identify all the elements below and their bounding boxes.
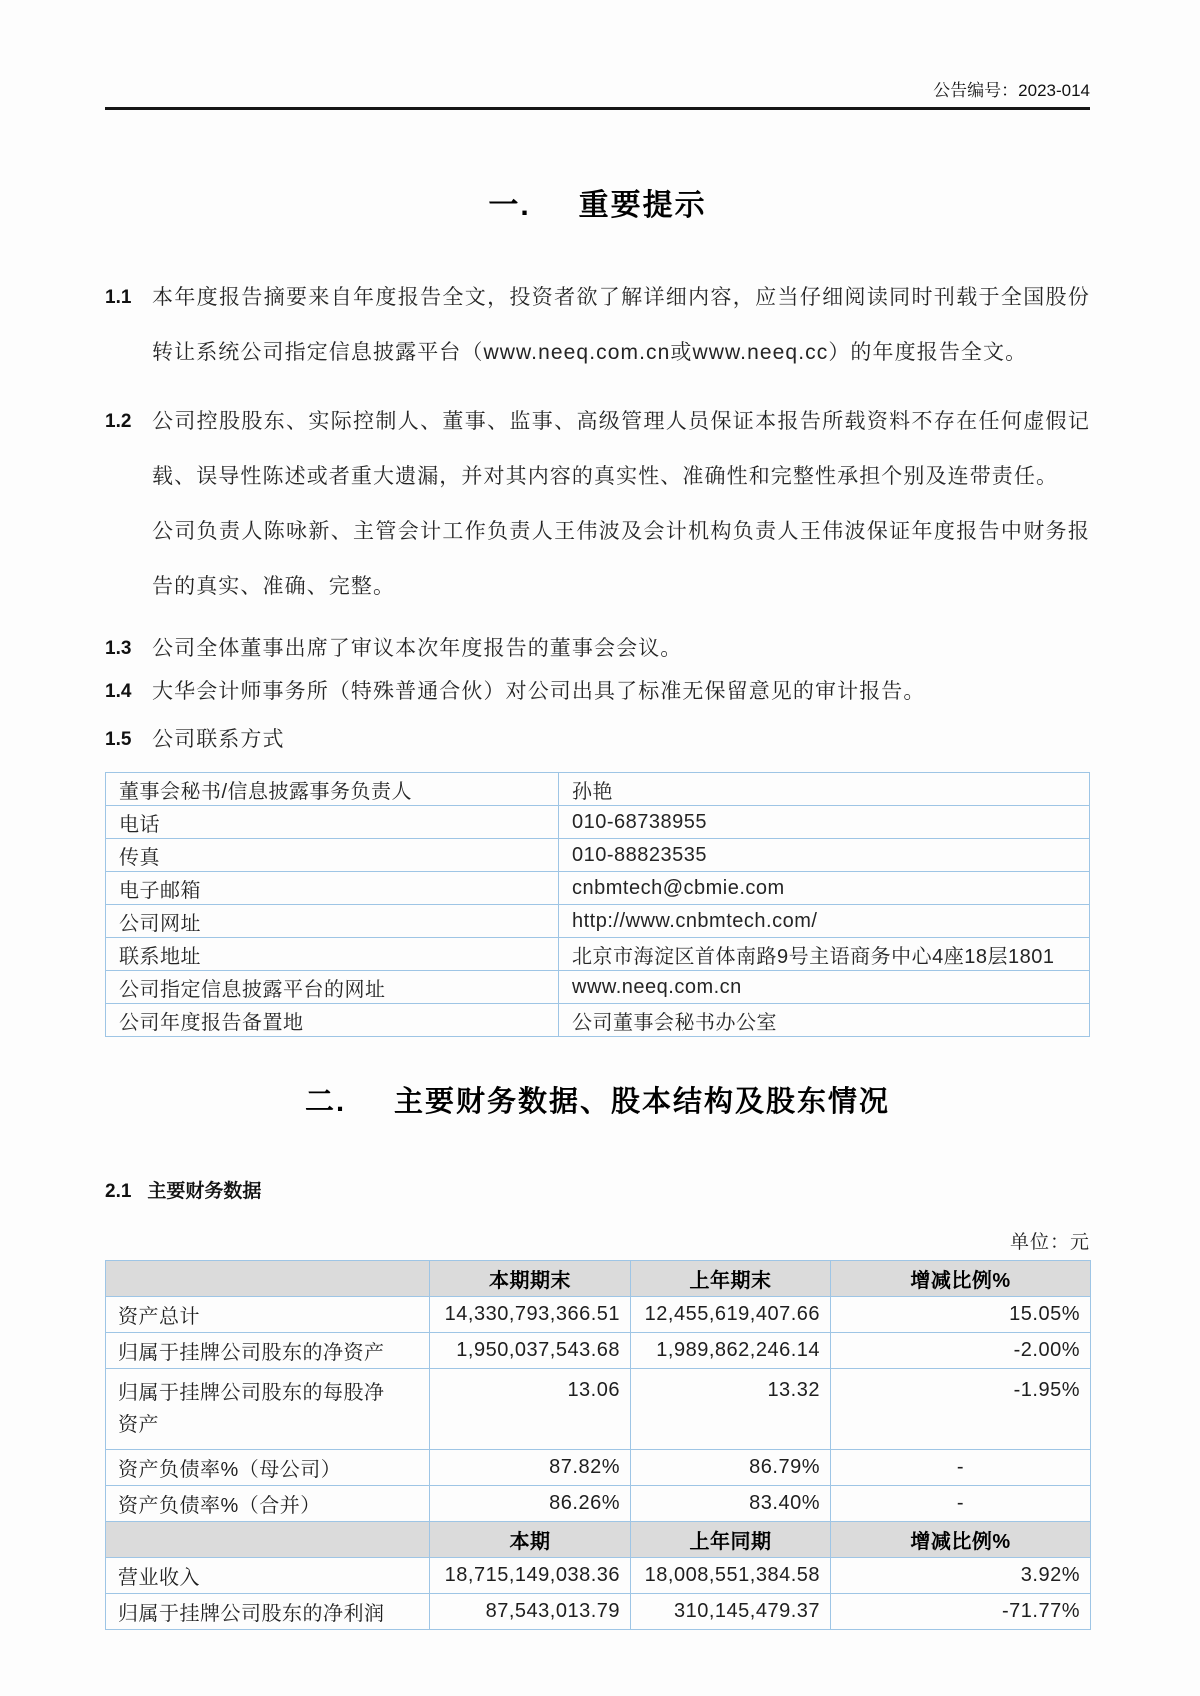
notice-item-1-2: [105, 394, 1090, 614]
fin-prior-value: 1,989,862,246.14: [631, 1333, 831, 1369]
table-row: [106, 1369, 1091, 1450]
fin-change-value: -71.77%: [831, 1594, 1091, 1630]
subsection-2-1-title: [105, 1176, 1090, 1203]
contact-value: 孙艳: [559, 773, 1090, 806]
contact-label: 公司网址: [106, 905, 559, 938]
fin-change-value: -2.00%: [831, 1333, 1091, 1369]
contact-value: http://www.cnbmtech.com/: [559, 905, 1090, 938]
table-row: [106, 1450, 1091, 1486]
fin-current-value: 1,950,037,543.68: [430, 1333, 631, 1369]
contact-label: 电话: [106, 806, 559, 839]
fin-header-current-period-end: 本期期末: [430, 1261, 631, 1297]
fin-label: 营业收入: [106, 1558, 430, 1594]
notice-number: 1.2: [105, 411, 132, 432]
table-row: [106, 872, 1090, 905]
fin-change-value: -: [831, 1486, 1091, 1522]
notice-item-1-1: [105, 270, 1090, 380]
fin-header-prior-period: 上年同期: [631, 1522, 831, 1558]
section-1-title: [105, 180, 1090, 224]
section-1-heading: 重要提示: [578, 189, 707, 222]
fin-current-value: 14,330,793,366.51: [430, 1297, 631, 1333]
table-row: [106, 806, 1090, 839]
fin-label: 归属于挂牌公司股东的净资产: [106, 1333, 430, 1369]
fin-current-value: 13.06: [430, 1369, 631, 1450]
table-row: [106, 1594, 1091, 1630]
table-row: [106, 1333, 1091, 1369]
fin-change-value: -1.95%: [831, 1369, 1091, 1450]
fin-change-value: 3.92%: [831, 1558, 1091, 1594]
fin-header-blank: [106, 1522, 430, 1558]
fin-label: 资产负债率%（母公司）: [106, 1450, 430, 1486]
contact-label: 公司年度报告备置地: [106, 1004, 559, 1037]
fin-label: 资产总计: [106, 1297, 430, 1333]
fin-prior-value: 18,008,551,384.58: [631, 1558, 831, 1594]
fin-current-value: 86.26%: [430, 1486, 631, 1522]
header-rule: [105, 107, 1090, 110]
fin-header-prior-period-end: 上年期末: [631, 1261, 831, 1297]
fin-prior-value: 13.32: [631, 1369, 831, 1450]
fin-change-value: -: [831, 1450, 1091, 1486]
fin-label: [106, 1369, 430, 1450]
contact-value: www.neeq.com.cn: [559, 971, 1090, 1004]
fin-header-change-ratio: 增减比例%: [831, 1261, 1091, 1297]
contact-value: 010-68738955: [559, 806, 1090, 839]
table-row: [106, 839, 1090, 872]
contact-label: 联系地址: [106, 938, 559, 971]
fin-current-value: 87.82%: [430, 1450, 631, 1486]
notices-list: [105, 270, 1090, 759]
table-row: [106, 773, 1090, 806]
fin-header-blank: [106, 1261, 430, 1297]
contact-value: 公司董事会秘书办公室: [559, 1004, 1090, 1037]
fin-prior-value: 12,455,619,407.66: [631, 1297, 831, 1333]
fin-label: 资产负债率%（合并）: [106, 1486, 430, 1522]
fin-current-value: 18,715,149,038.36: [430, 1558, 631, 1594]
fin-change-value: 15.05%: [831, 1297, 1091, 1333]
table-header-row: [106, 1522, 1091, 1558]
fin-prior-value: 83.40%: [631, 1486, 831, 1522]
notice-number: 1.3: [105, 638, 132, 659]
contact-value: 北京市海淀区首体南路9号主语商务中心4座18层1801: [559, 938, 1090, 971]
table-row: [106, 938, 1090, 971]
section-1-number: 一.: [488, 189, 531, 222]
table-row: [106, 905, 1090, 938]
fin-label: 归属于挂牌公司股东的净利润: [106, 1594, 430, 1630]
subsection-heading: 主要财务数据: [147, 1181, 262, 1202]
unit-label: 单位：元: [1009, 1232, 1090, 1253]
notice-number: 1.4: [105, 681, 132, 702]
table-row: [106, 1558, 1091, 1594]
table-row: [106, 1297, 1091, 1333]
notice-text: 大华会计师事务所（特殊普通合伙）对公司出具了标准无保留意见的审计报告。: [152, 680, 926, 703]
section-2-title: [105, 1079, 1090, 1120]
notice-text-continued: 公司负责人陈咏新、主管会计工作负责人王伟波及会计机构负责人王伟波保证年度报告中财务报告的真实、准确、完整。: [152, 520, 1090, 598]
notice-item-1-3: [105, 630, 1090, 668]
section-2-number: 二.: [304, 1086, 347, 1118]
contact-value: 010-88823535: [559, 839, 1090, 872]
fin-header-current-period: 本期: [430, 1522, 631, 1558]
table-row: [106, 1486, 1091, 1522]
notice-text: 公司联系方式: [152, 728, 285, 751]
subsection-number: 2.1: [105, 1181, 132, 1202]
notice-number: 1.5: [105, 729, 132, 750]
fin-current-value: 87,543,013.79: [430, 1594, 631, 1630]
notice-text: 公司全体董事出席了审议本次年度报告的董事会会议。: [152, 637, 683, 660]
table-header-row: [106, 1261, 1091, 1297]
contact-label: 传真: [106, 839, 559, 872]
fin-prior-value: 86.79%: [631, 1450, 831, 1486]
fin-label-text: 归属于挂牌公司股东的每股净资产: [118, 1382, 385, 1436]
key-financials-table: [105, 1260, 1091, 1630]
notice-number: 1.1: [105, 287, 132, 308]
fin-header-change-ratio: 增减比例%: [831, 1522, 1091, 1558]
section-2-heading: 主要财务数据、股本结构及股东情况: [394, 1086, 891, 1118]
contact-label: 公司指定信息披露平台的网址: [106, 971, 559, 1004]
notice-text: 本年度报告摘要来自年度报告全文，投资者欲了解详细内容，应当仔细阅读同时刊载于全国股份转让系统公司指定信息披露平台（www.neeq.com.cn或www.neeq.cc）的年度报告全文。: [152, 286, 1090, 364]
contact-label: 董事会秘书/信息披露事务负责人: [106, 773, 559, 806]
notice-item-1-4: [105, 673, 1090, 711]
announcement-number: 公告编号：2023-014: [933, 81, 1090, 100]
notice-text: 公司控股股东、实际控制人、董事、监事、高级管理人员保证本报告所载资料不存在任何虚假记载、误导性陈述或者重大遗漏，并对其内容的真实性、准确性和完整性承担个别及连带责任。: [152, 410, 1090, 488]
company-contact-table: [105, 772, 1090, 1037]
table-row: [106, 1004, 1090, 1037]
contact-label: 电子邮箱: [106, 872, 559, 905]
contact-value: cnbmtech@cbmie.com: [559, 872, 1090, 905]
notice-item-1-5: [105, 721, 1090, 759]
fin-prior-value: 310,145,479.37: [631, 1594, 831, 1630]
table-row: [106, 971, 1090, 1004]
